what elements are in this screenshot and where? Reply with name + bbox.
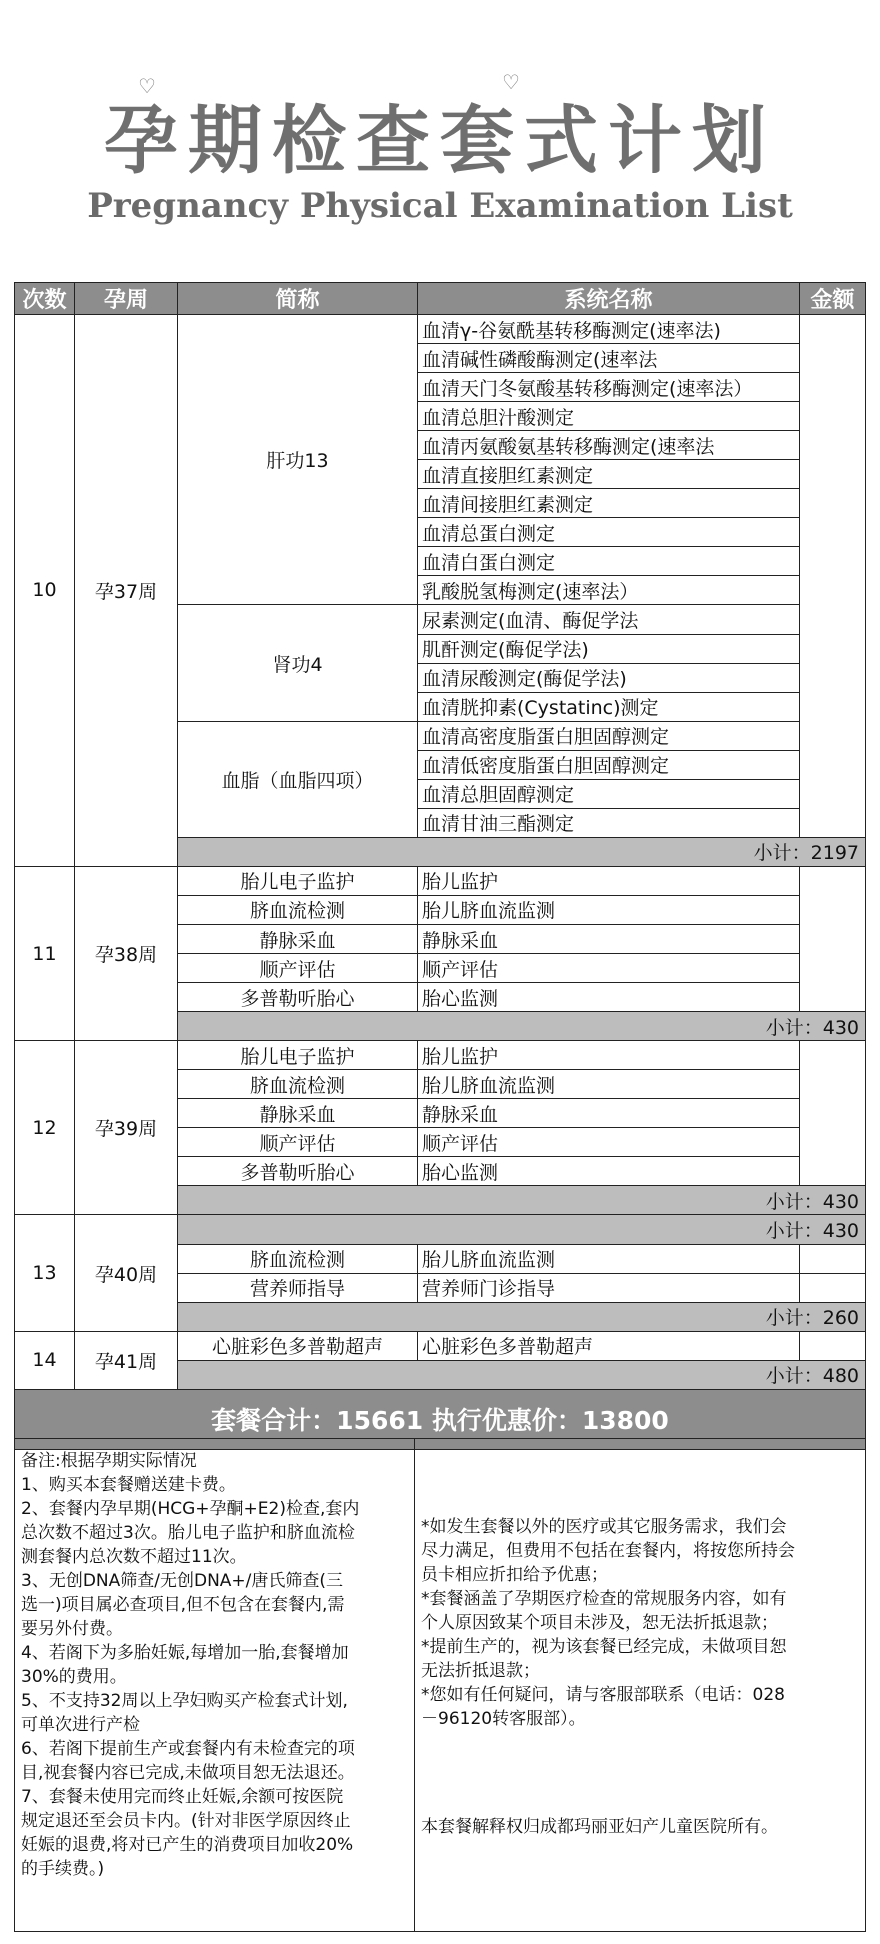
system-item: 血清总蛋白测定 [418,518,800,547]
short-name: 脐血流检测 [178,1070,418,1099]
note-line: 3、无创DNA筛查/无创DNA+/唐氏筛查(三 [21,1571,344,1591]
note-line: 6、若阁下提前生产或套餐内有未检查完的项 [21,1739,355,1759]
system-item: 血清γ-谷氨酰基转移酶测定(速率法) [418,315,800,344]
system-item: 血清高密度脂蛋白胆固醇测定 [418,721,800,750]
col-system-name: 系统名称 [418,283,800,315]
short-name: 脐血流检测 [178,895,418,924]
system-item: 胎心监测 [418,983,800,1012]
note-line: 总次数不超过3次。胎儿电子监护和脐血流检 [21,1523,355,1543]
col-visit: 次数 [15,283,75,315]
note-line: 要另外付费。 [21,1619,123,1639]
short-name: 顺产评估 [178,1128,418,1157]
amount-cell [800,1273,866,1302]
heart-icon: ♡ [138,74,156,98]
system-item: 血清尿酸测定(酶促学法) [418,663,800,692]
group-name: 血脂（血脂四项） [178,721,418,837]
system-item: 心脏彩色多普勒超声 [418,1331,800,1360]
notes-left [15,1439,415,1932]
system-item: 血清间接胆红素测定 [418,489,800,518]
note-line: 5、不支持32周以上孕妇购买产检套式计划, [21,1691,348,1711]
page-subtitle: Pregnancy Physical Examination List [87,186,793,226]
subtotal-row [15,1215,866,1244]
subtotal: 小计：430 [178,1215,866,1244]
subtotal: 小计：430 [178,1186,866,1215]
note-line: 7、套餐未使用完而终止妊娠,余额可按医院 [21,1787,344,1807]
visit-number: 10 [15,315,75,867]
subtotal: 小计：260 [178,1302,866,1331]
note-line: 尽力满足，但费用不包括在套餐内，将按您所持会 [421,1541,795,1561]
note-line: 备注:根据孕期实际情况 [21,1451,197,1471]
note-line: *您如有任何疑问，请与客服部联系（电话：028 [421,1685,785,1705]
note-line: 30%的费用。 [21,1667,127,1687]
note-line: *套餐涵盖了孕期医疗检查的常规服务内容，如有 [421,1589,787,1609]
system-item: 血清丙氨酸氨基转移酶测定(速率法 [418,431,800,460]
short-name: 心脏彩色多普勒超声 [178,1331,418,1360]
note-line: －96120转客服部）。 [421,1709,586,1729]
note-line: 可单次进行产检 [21,1715,140,1735]
system-item: 营养师门诊指导 [418,1273,800,1302]
group-name: 肝功13 [178,315,418,605]
short-name: 多普勒听胎心 [178,1157,418,1186]
col-amount: 金额 [800,283,866,315]
visit-week: 孕41周 [75,1331,178,1389]
visit-week: 孕38周 [75,866,178,1040]
system-item: 胎儿脐血流监测 [418,1070,800,1099]
system-item: 血清低密度脂蛋白胆固醇测定 [418,750,800,779]
note-line: *如发生套餐以外的医疗或其它服务需求，我们会 [421,1517,787,1537]
note-line: 目,视套餐内容已完成,未做项目恕无法退还。 [21,1763,355,1783]
note-line: 的手续费。) [21,1859,105,1879]
header [0,0,880,280]
short-name: 胎儿电子监护 [178,1041,418,1070]
short-name: 多普勒听胎心 [178,983,418,1012]
short-name: 胎儿电子监护 [178,866,418,895]
system-item: 肌酐测定(酶促学法) [418,634,800,663]
visit-number: 12 [15,1041,75,1215]
amount-cell [800,1244,866,1273]
system-item: 胎儿监护 [418,866,800,895]
system-item: 顺产评估 [418,1128,800,1157]
amount-cell [800,866,866,1011]
system-item: 静脉采血 [418,924,800,953]
short-name: 营养师指导 [178,1273,418,1302]
system-item: 血清胱抑素(Cystatinc)测定 [418,692,800,721]
system-item: 血清总胆汁酸测定 [418,402,800,431]
visit-week: 孕39周 [75,1041,178,1215]
visit-number: 11 [15,866,75,1040]
note-line: 妊娠的退费,将对已产生的消费项目加收20% [21,1835,354,1855]
visit-number: 13 [15,1215,75,1331]
table-row [15,866,866,895]
short-name: 顺产评估 [178,954,418,983]
system-item: 血清天门冬氨酸基转移酶测定(速率法） [418,373,800,402]
system-item: 胎儿脐血流监测 [418,1244,800,1273]
system-item: 血清甘油三酯测定 [418,808,800,837]
table-row [15,1041,866,1070]
note-line: 测套餐内总次数不超过11次。 [21,1547,247,1567]
copyright-note: 本套餐解释权归成都玛丽亚妇产儿童医院所有。 [421,1817,778,1837]
visit-week: 孕40周 [75,1215,178,1331]
system-item: 尿素测定(血清、酶促学法 [418,605,800,634]
amount-cell [800,1041,866,1186]
system-item: 静脉采血 [418,1099,800,1128]
note-line: 1、购买本套餐赠送建卡费。 [21,1475,236,1495]
subtotal: 小计：2197 [178,837,866,866]
note-line: 4、若阁下为多胎妊娠,每增加一胎,套餐增加 [21,1643,349,1663]
subtotal: 小计：480 [178,1360,866,1389]
note-line: 规定退还至会员卡内。(针对非医学原因终止 [21,1811,351,1831]
system-item: 胎儿监护 [418,1041,800,1070]
package-total: 套餐合计：15661 执行优惠价：13800 [15,1389,866,1449]
system-item: 血清总胆固醇测定 [418,779,800,808]
table-row [15,1331,866,1360]
short-name: 脐血流检测 [178,1244,418,1273]
note-line: 2、套餐内孕早期(HCG+孕酮+E2)检查,套内 [21,1499,360,1519]
table-row [15,315,866,344]
col-week: 孕周 [75,283,178,315]
note-line: 无法折抵退款； [421,1661,540,1681]
notes-right [415,1439,866,1932]
system-item: 胎儿脐血流监测 [418,895,800,924]
amount-cell [800,315,866,838]
system-item: 胎心监测 [418,1157,800,1186]
page-title: 孕期检查套式计划 [104,98,776,184]
subtotal: 小计：430 [178,1012,866,1041]
note-line: 个人原因致某个项目未涉及，恕无法折抵退款； [421,1613,778,1633]
system-item: 血清白蛋白测定 [418,547,800,576]
note-line: *提前生产的，视为该套餐已经完成，未做项目恕 [421,1637,787,1657]
notes-table [14,1438,866,1932]
col-short-name: 简称 [178,283,418,315]
short-name: 静脉采血 [178,1099,418,1128]
system-item: 顺产评估 [418,954,800,983]
note-line: 员卡相应折扣给予优惠； [421,1565,608,1585]
system-item: 血清碱性磷酸酶测定(速率法 [418,344,800,373]
heart-icon: ♡ [502,70,520,94]
table-header-row [15,283,866,315]
system-item: 血清直接胆红素测定 [418,460,800,489]
note-line: 选一)项目属必查项目,但不包含在套餐内,需 [21,1595,345,1615]
visit-number: 14 [15,1331,75,1389]
amount-cell [800,1331,866,1360]
short-name: 静脉采血 [178,924,418,953]
group-name: 肾功4 [178,605,418,721]
exam-table [14,282,866,1450]
visit-week: 孕37周 [75,315,178,867]
system-item: 乳酸脱氢梅测定(速率法） [418,576,800,605]
